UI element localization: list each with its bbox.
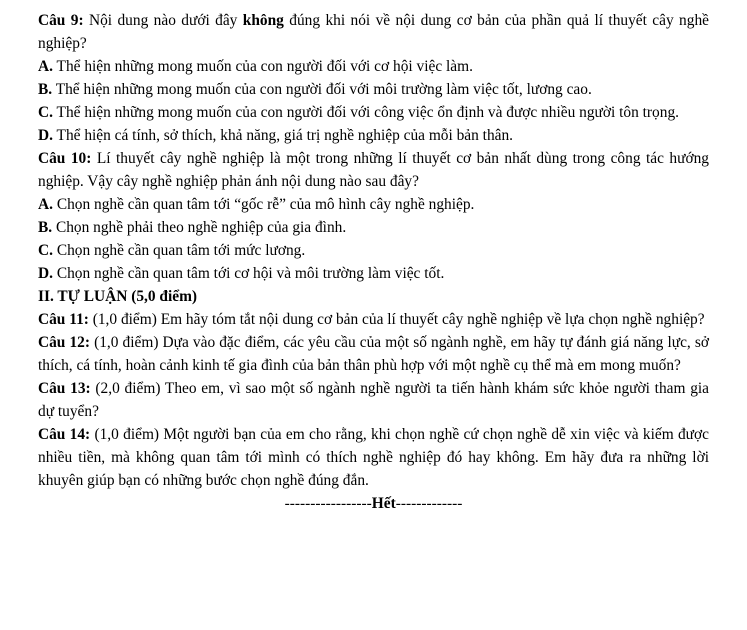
end-word: Hết xyxy=(371,495,396,512)
section-title: II. TỰ LUẬN (5,0 điểm) xyxy=(38,288,198,305)
question-9-option-c xyxy=(38,101,709,124)
option-text: Thể hiện cá tính, sở thích, khả năng, giá trị nghề nghiệp của mỗi bản thân. xyxy=(52,127,514,144)
option-text: Thể hiện những mong muốn của con người đối với môi trường làm việc tốt, lương cao. xyxy=(52,81,592,98)
option-letter: C. xyxy=(38,242,53,259)
end-dashes-left: ----------------- xyxy=(284,495,372,512)
question-9-emphasis: không xyxy=(242,12,284,29)
question-10 xyxy=(38,147,709,193)
question-9-option-a xyxy=(38,55,709,78)
option-letter: C. xyxy=(38,104,53,121)
question-13 xyxy=(38,377,709,423)
option-text: Chọn nghề cần quan tâm tới “gốc rễ” của mô hình cây nghề nghiệp. xyxy=(52,196,475,213)
end-marker xyxy=(38,492,709,515)
question-14 xyxy=(38,423,709,492)
question-9-text-after: đúng khi nói về nội dung cơ bản của phần quả lí thuyết cây nghề nghiệp? xyxy=(38,12,709,52)
question-10-option-c xyxy=(38,239,709,262)
option-letter: B. xyxy=(38,81,53,98)
question-11-label: Câu 11: xyxy=(38,311,89,328)
question-9-option-b xyxy=(38,78,709,101)
option-letter: D. xyxy=(38,265,53,282)
option-text: Thể hiện những mong muốn của con người đối với công việc ổn định và được nhiều người tôn trọng. xyxy=(52,104,679,121)
question-10-option-d xyxy=(38,262,709,285)
end-dashes-right: ------------- xyxy=(395,495,463,512)
option-letter: A. xyxy=(38,58,53,75)
question-11-text: (1,0 điểm) Em hãy tóm tắt nội dung cơ bản của lí thuyết cây nghề nghiệp về lựa chọn nghề nghiệp? xyxy=(88,311,705,328)
question-9-text-before: Nội dung nào dưới đây xyxy=(83,12,243,29)
question-13-text: (2,0 điểm) Theo em, vì sao một số ngành nghề người ta tiến hành khám sức khỏe người tham gia dự tuyển? xyxy=(38,380,709,420)
question-12 xyxy=(38,331,709,377)
option-text: Thể hiện những mong muốn của con người đối với cơ hội việc làm. xyxy=(52,58,473,75)
option-text: Chọn nghề cần quan tâm tới mức lương. xyxy=(52,242,306,259)
question-10-option-a xyxy=(38,193,709,216)
option-letter: D. xyxy=(38,127,53,144)
question-9-label: Câu 9: xyxy=(38,12,84,29)
question-13-label: Câu 13: xyxy=(38,380,91,397)
option-text: Chọn nghề cần quan tâm tới cơ hội và môi trường làm việc tốt. xyxy=(52,265,445,282)
question-12-text: (1,0 điểm) Dựa vào đặc điểm, các yêu cầu của một số ngành nghề, em hãy tự đánh giá năng lực, sở thích, cá tính, hoàn cảnh kinh tế gia đình của bản thân phù hợp với một nghề cụ thể mà em mong muốn? xyxy=(38,334,709,374)
question-10-label: Câu 10: xyxy=(38,150,92,167)
option-letter: B. xyxy=(38,219,53,236)
option-text: Chọn nghề phải theo nghề nghiệp của gia đình. xyxy=(52,219,347,236)
question-14-text: (1,0 điểm) Một người bạn của em cho rằng, khi chọn nghề cứ chọn nghề dễ xin việc và kiếm được nhiều tiền, mà không quan tâm tới mình có thích nghề nghiệp đó hay không. Em hãy đưa ra những lời khuyên giúp bạn có những bước chọn nghề đúng đắn. xyxy=(38,426,709,489)
question-14-label: Câu 14: xyxy=(38,426,91,443)
question-12-label: Câu 12: xyxy=(38,334,90,351)
option-letter: A. xyxy=(38,196,53,213)
question-9-option-d xyxy=(38,124,709,147)
question-10-text: Lí thuyết cây nghề nghiệp là một trong những lí thuyết cơ bản nhất dùng trong công tác hướng nghiệp. Vậy cây nghề nghiệp phản ánh nội dung nào sau đây? xyxy=(38,150,709,190)
question-9 xyxy=(38,9,709,55)
question-11 xyxy=(38,308,709,331)
question-10-option-b xyxy=(38,216,709,239)
